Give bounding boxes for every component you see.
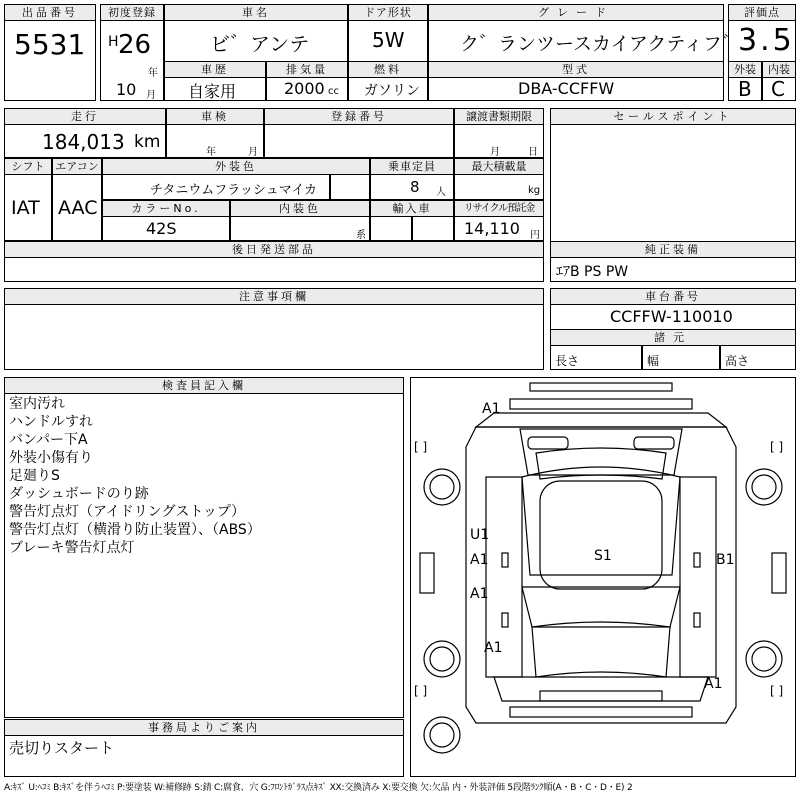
chassis-number-label: 車台番号	[550, 288, 796, 305]
damage-mark-right-rear: A1	[704, 676, 723, 692]
roof-outline	[540, 481, 662, 589]
import-label: 輸入車	[370, 200, 454, 217]
max-load-label: 最大積載量	[454, 158, 544, 175]
lot-number-label: 出品番号	[4, 4, 96, 21]
bracket-front-right: [ ]	[770, 440, 784, 454]
import-box-2	[412, 216, 454, 241]
shift: IAT	[11, 197, 40, 219]
color-number-label: カラーNo.	[102, 200, 230, 217]
max-load-unit: kg	[528, 185, 541, 196]
recycle-fee-label: リサイクル預託金	[454, 200, 544, 217]
door-label: ドア形状	[348, 4, 428, 21]
first-registration-month: 10	[116, 80, 137, 99]
width-label: 幅	[647, 354, 660, 368]
right-side-panel	[680, 477, 716, 677]
note-line: 警告灯点灯（アイドリングストップ）	[9, 504, 246, 520]
transfer-deadline-label: 譲渡書類期限	[454, 108, 544, 125]
tailgate-outline	[494, 677, 708, 701]
headlight-right	[634, 437, 674, 449]
year-unit: 年	[148, 68, 158, 79]
interior-color-label: 内装色	[230, 200, 370, 217]
height-label: 高さ	[725, 354, 750, 368]
score-label: 評価点	[728, 4, 796, 21]
headlight-left	[528, 437, 568, 449]
transfer-day-unit: 日	[528, 147, 538, 158]
first-registration-label: 初度登録	[100, 4, 164, 21]
later-parts-box	[4, 257, 544, 282]
note-line: 足廻りS	[9, 468, 60, 484]
damage-mark-left-rear-door: A1	[470, 586, 489, 602]
interior-color-unit: 系	[356, 230, 366, 241]
note-line: 外装小傷有り	[9, 450, 93, 466]
month-unit: 月	[146, 90, 156, 101]
first-registration-year: 26	[118, 30, 152, 60]
car-name-label: 車名	[164, 4, 348, 21]
left-door-handle-rear	[502, 613, 508, 627]
fuel: ガソリン	[364, 83, 420, 99]
exterior-color: チタニウムフラッシュマイカ	[150, 183, 318, 198]
exterior-color-label: 外装色	[102, 158, 370, 175]
rear-bumper-bottom	[510, 707, 692, 717]
wheel-rear-left-inner	[430, 647, 454, 671]
damage-mark-left-front-door: U1	[470, 527, 490, 543]
damage-mark-left-front-door-2: A1	[470, 552, 489, 568]
registration-number-label: 登録番号	[264, 108, 454, 125]
middle-roof-section	[522, 587, 680, 627]
inspection-month-unit: 月	[248, 147, 258, 158]
damage-mark-front: A1	[482, 401, 501, 417]
wheel-front-right-inner	[752, 475, 776, 499]
note-line: ブレーキ警告灯点灯	[9, 540, 135, 556]
wheel-front-left-outer	[424, 469, 460, 505]
era-mark: H	[108, 34, 119, 50]
shift-label: シフト	[4, 158, 52, 175]
left-door-handle-front	[502, 553, 508, 567]
hood-front-edge	[476, 413, 726, 427]
interior-color-box	[230, 216, 370, 241]
interior-grade: C	[771, 77, 785, 101]
note-line: ダッシュボードのり跡	[9, 486, 149, 502]
mileage: 184,013	[42, 130, 125, 154]
model-code-label: 型式	[428, 61, 724, 78]
office-message-label: 事務局よりご案内	[4, 719, 404, 736]
inspection-label: 車検	[166, 108, 264, 125]
front-bumper-upper	[510, 399, 692, 409]
recycle-fee: 14,110	[464, 219, 520, 238]
car-name: ビ゛アンテ	[210, 32, 310, 56]
bracket-rear-right: [ ]	[770, 684, 784, 698]
mileage-unit: km	[134, 132, 161, 152]
damage-mark-right-door: B1	[716, 552, 735, 568]
capacity: 8	[410, 178, 420, 196]
capacity-unit: 人	[436, 187, 446, 198]
transfer-month-unit: 月	[490, 147, 500, 158]
score: 3.5	[738, 23, 795, 58]
caution-label: 注意事項欄	[4, 288, 544, 305]
exterior-color-extra-box	[330, 174, 370, 200]
displacement-unit: cc	[328, 86, 339, 97]
note-line: 室内汚れ	[9, 396, 65, 412]
bracket-rear-left: [ ]	[414, 684, 428, 698]
history-label: 車歴	[164, 61, 266, 78]
aircon-label: エアコン	[52, 158, 102, 175]
exterior-grade: B	[738, 77, 752, 101]
note-line: ハンドルすれ	[9, 414, 93, 430]
right-door-handle-front	[694, 553, 700, 567]
displacement: 2000	[284, 79, 325, 98]
inspection-year-unit: 年	[206, 147, 216, 158]
history: 自家用	[188, 82, 237, 101]
front-bumper-outline	[530, 383, 672, 391]
door-type: 5W	[372, 28, 405, 52]
damage-mark-roof: S1	[594, 548, 612, 564]
exterior-grade-label: 外装	[728, 61, 762, 78]
mirror-left	[420, 553, 434, 593]
recycle-fee-unit: 円	[530, 230, 540, 241]
right-door-handle-rear	[694, 613, 700, 627]
inspector-notes-label: 検査員記入欄	[4, 377, 404, 394]
aircon: AAC	[58, 197, 98, 219]
import-box-1	[370, 216, 412, 241]
bracket-front-left: [ ]	[414, 440, 428, 454]
rear-window	[532, 622, 670, 677]
car-diagram	[410, 377, 796, 777]
mirror-right	[772, 553, 786, 593]
damage-mark-left-rear: A1	[484, 640, 503, 656]
capacity-label: 乗車定員	[370, 158, 454, 175]
grade-label: グレード	[428, 4, 724, 21]
model-code: DBA-CCFFW	[518, 79, 615, 98]
displacement-label: 排気量	[266, 61, 348, 78]
equipment-label: 純正装備	[550, 241, 796, 258]
caution-box	[4, 304, 544, 370]
sales-points-box	[550, 124, 796, 242]
lot-number: 5531	[14, 28, 86, 61]
registration-number-box	[264, 124, 454, 158]
equipment: ｴｱB PS PW	[556, 264, 629, 280]
legend: A:ｷｽﾞ U:ﾍｺﾐ B:ｷｽﾞを伴うﾍｺﾐ P:要塗装 W:補修跡 S:錆 C:腐食、穴 G:ﾌﾛﾝﾄｶﾞﾗｽ点ｷｽﾞ XX:交換済み X:要交換 欠:欠品 内・外装評価 5段階ﾗﾝｸ順(A・B・C・D・E) 2	[4, 783, 633, 793]
spare-wheel-inner	[430, 723, 454, 747]
note-line: 警告灯点灯（横滑り防止装置）、（ABS）	[9, 522, 261, 538]
rear-bumper-top	[540, 691, 662, 701]
length-label: 長さ	[555, 354, 580, 368]
wheel-front-left-inner	[430, 475, 454, 499]
windshield	[536, 448, 666, 479]
note-line: バンパー下A	[9, 432, 88, 448]
mileage-label: 走行	[4, 108, 166, 125]
sales-points-label: セールスポイント	[550, 108, 796, 125]
spec-label: 諸元	[550, 329, 796, 346]
color-number: 42S	[146, 219, 177, 238]
grade: ク゛ランツースカイアクティフ゛	[460, 33, 741, 55]
fuel-label: 燃料	[348, 61, 428, 78]
interior-grade-label: 内装	[762, 61, 796, 78]
wheel-rear-right-inner	[752, 647, 776, 671]
office-message: 売切りスタート	[9, 739, 115, 757]
chassis-number: CCFFW-110010	[610, 307, 733, 326]
later-parts-label: 後日発送部品	[4, 241, 544, 258]
